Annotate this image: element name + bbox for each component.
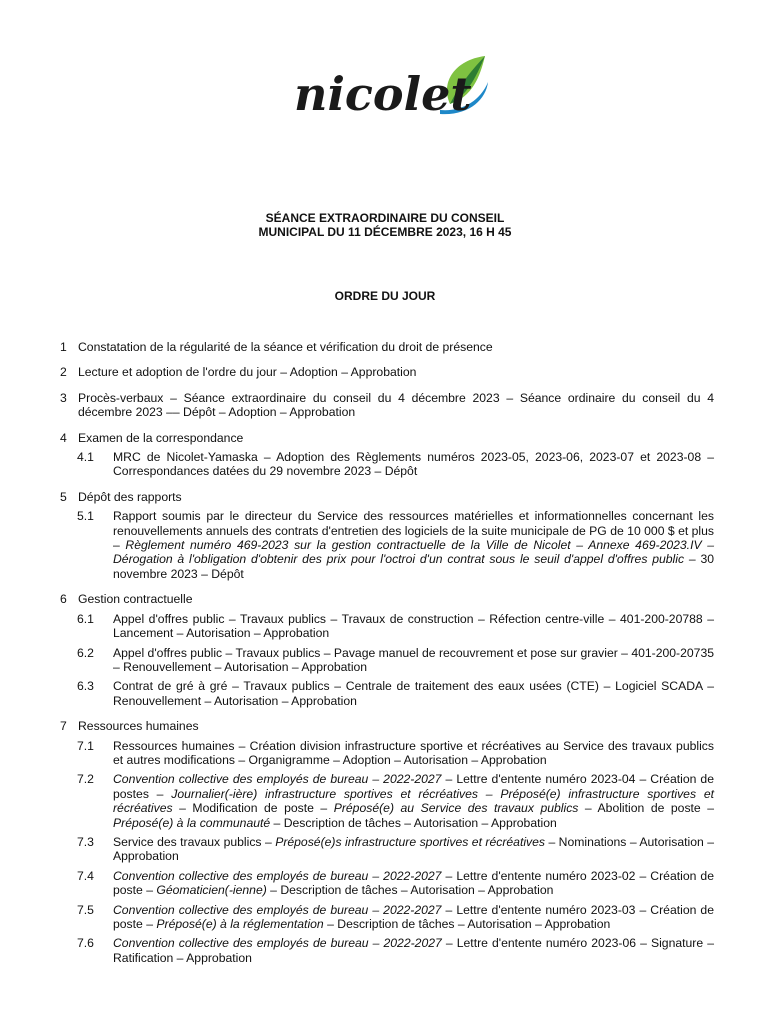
sub-item — [60, 936, 714, 965]
item-number: 4 — [60, 430, 67, 445]
sub-item-number: 7.1 — [77, 738, 94, 753]
sub-item-number: 4.1 — [77, 450, 94, 465]
sub-item — [60, 903, 714, 932]
sub-item — [60, 509, 714, 581]
item-text: Lecture et adoption de l'ordre du jour – Adoption – Approbation — [78, 365, 417, 380]
sub-item-text: Convention collective des employés de bureau – 2022-2027 – Lettre d'entente numéro 2023-02 – Création de poste – Géomaticien(-ienne) – Description de tâches – Autorisation – Approbation — [113, 868, 714, 898]
agenda-item — [60, 365, 714, 379]
item-number: 6 — [60, 592, 67, 607]
sub-item-text: Ressources humaines – Création division infrastructure sportive et récréatives au Service des travaux publics et autres modifications – Organigramme – Adoption – Autorisation – Approbation — [113, 738, 714, 767]
sub-item-number: 7.6 — [77, 936, 94, 951]
logo-text: nicolet — [294, 67, 472, 121]
sub-item-number: 6.2 — [77, 645, 94, 660]
sub-item-text: MRC de Nicolet-Yamaska – Adoption des Règlements numéros 2023-05, 2023-06, 2023-07 et 2023-08 – Correspondances datées du 29 novembre 2023 – Dépôt — [113, 450, 714, 479]
agenda-list — [60, 340, 714, 976]
sub-item-text: Convention collective des employés de bureau – 2022-2027 – Lettre d'entente numéro 2023-04 – Création de postes – Journalier(-ière) infrastructure sportives et récréatives – Préposé(e) infrastructure sportives et récréatives – Modification de poste – Préposé(e) au Service des travaux publics – Abolition de poste – Préposé(e) à la communauté – Description de tâches – Autorisation – Approbation — [113, 772, 715, 830]
agenda-item — [60, 431, 714, 479]
meeting-title-line2: MUNICIPAL DU 11 DÉCEMBRE 2023, 16 H 45 — [258, 225, 512, 239]
sub-item-text: Convention collective des employés de bureau – 2022-2027 – Lettre d'entente numéro 2023-06 – Signature – Ratification – Approbation — [113, 936, 714, 965]
item-text: Gestion contractuelle — [78, 592, 193, 607]
meeting-title-line1: SÉANCE EXTRAORDINAIRE DU CONSEIL — [265, 211, 505, 225]
sub-item-number: 5.1 — [77, 509, 94, 524]
sub-item — [60, 835, 714, 864]
agenda-item — [60, 719, 714, 965]
sub-item-text: Convention collective des employés de bureau – 2022-2027 – Lettre d'entente numéro 2023-03 – Création de poste – Préposé(e) à la réglementation – Description de tâches – Autorisation – Approbation — [113, 902, 714, 931]
sub-item-text: Appel d'offres public – Travaux publics – Pavage manuel de recouvrement et pose sur gravier – 401-200-20735 – Renouvellement – Autorisation – Approbation — [113, 645, 715, 674]
sub-item — [60, 772, 714, 830]
sub-item-number: 7.2 — [77, 772, 94, 787]
item-text: Constatation de la régularité de la séance et vérification du droit de présence — [78, 340, 493, 354]
item-text: Ressources humaines — [78, 719, 199, 734]
sub-item-text: Contrat de gré à gré – Travaux publics – Centrale de traitement des eaux usées (CTE) – Logiciel SCADA – Renouvellement – Autorisation – Approbation — [113, 679, 714, 708]
meeting-title — [0, 211, 770, 239]
sub-item-number: 6.3 — [77, 679, 94, 694]
sub-item-number: 6.1 — [77, 611, 94, 626]
item-number: 3 — [60, 390, 67, 405]
sub-item — [60, 450, 714, 479]
sub-item-text: Service des travaux publics – Préposé(e)s infrastructure sportives et récréatives – Nominations – Autorisation – Approbation — [113, 834, 714, 864]
sub-item — [60, 679, 714, 708]
item-text: Examen de la correspondance — [78, 430, 244, 445]
agenda-item — [60, 490, 714, 581]
item-number: 2 — [60, 365, 67, 380]
sub-item-number: 7.3 — [77, 834, 94, 849]
sub-item-text: Appel d'offres public – Travaux publics – Travaux de construction – Réfection centre-ville – 401-200-20788 – Lancement – Autorisation – Approbation — [113, 611, 714, 641]
item-text: Dépôt des rapports — [78, 489, 182, 504]
sub-item — [60, 869, 714, 898]
agenda-item — [60, 340, 714, 354]
item-number: 7 — [60, 719, 67, 734]
agenda-item — [60, 592, 714, 708]
agenda-item — [60, 391, 714, 420]
sub-item-number: 7.5 — [77, 902, 94, 917]
item-number: 5 — [60, 489, 67, 504]
agenda-heading: ORDRE DU JOUR — [334, 289, 436, 303]
sub-item — [60, 612, 714, 641]
item-number: 1 — [60, 340, 67, 354]
sub-item — [60, 646, 714, 675]
nicolet-logo — [290, 52, 490, 124]
item-text: Procès-verbaux – Séance extraordinaire du conseil du 4 décembre 2023 – Séance ordinaire du conseil du 4 décembre 2023 –– Dépôt – Adoption – Approbation — [78, 390, 714, 420]
sub-item-text: Rapport soumis par le directeur du Service des ressources matérielles et informationnelles concernant les renouvellements annuels des contrats d'entretien des logiciels de la suite municipale de PG de 10 000 $ et plus – Règlement numéro 469-2023 sur la gestion contractuelle de la Ville de Nicolet – Annexe 469-2023.IV – Dérogation à l'obligation d'obtenir des prix pour l'octroi d'un contrat sous le seuil d'appel d'offres public – 30 novembre 2023 – Dépôt — [113, 509, 714, 581]
sub-item — [60, 739, 714, 768]
sub-item-number: 7.4 — [77, 868, 94, 883]
